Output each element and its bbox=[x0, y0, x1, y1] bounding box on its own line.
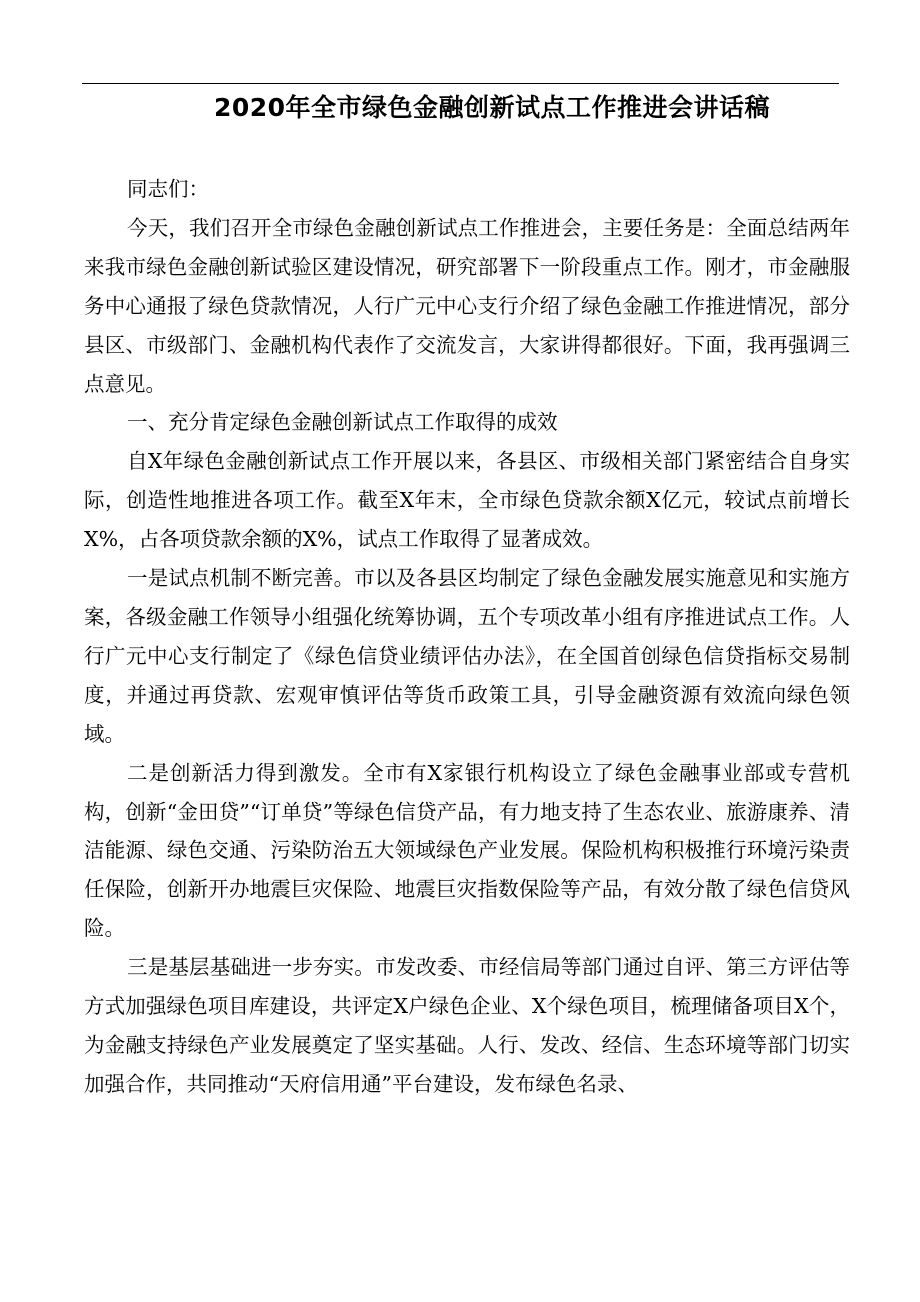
paragraph-foundation: 三是基层基础进一步夯实。市发改委、市经信局等部门通过自评、第三方评估等方式加强绿色项目库建设，共评定X户绿色企业、X个绿色项目，梳理储备项目X个，为金融支持绿色产业发展奠定了坚实基础。人行、发改、经信、生态环境等部门切实加强合作，共同推动“天府信用通”平台建设，发布绿色名录、 bbox=[84, 955, 850, 1096]
paragraph-opening: 今天，我们召开全市绿色金融创新试点工作推进会，主要任务是：全面总结两年来我市绿色金融创新试验区建设情况，研究部署下一阶段重点工作。刚才，市金融服务中心通报了绿色贷款情况，人行广元中心支行介绍了绿色金融工作推进情况，部分县区、市级部门、金融机构代表作了交流发言，大家讲得都很好。下面，我再强调三点意见。 bbox=[84, 215, 850, 396]
document-body bbox=[84, 170, 850, 1104]
header-rule bbox=[82, 83, 839, 84]
salutation: 同志们： bbox=[127, 177, 210, 201]
section-heading-1: 一、充分肯定绿色金融创新试点工作取得的成效 bbox=[127, 410, 558, 435]
paragraph-mechanism: 一是试点机制不断完善。市以及各县区均制定了绿色金融发展实施意见和实施方案，各级金融工作领导小组强化统筹协调，五个专项改革小组有序推进试点工作。人行广元中心支行制定了《绿色信贷业绩评估办法》，在全国首创绿色信贷指标交易制度，并通过再贷款、宏观审慎评估等货币政策工具，引导金融资源有效流向绿色领域。 bbox=[84, 566, 850, 746]
document-title: 2020年全市绿色金融创新试点工作推进会讲话稿 bbox=[213, 93, 771, 122]
paragraph-achievements: 自X年绿色金融创新试点工作开展以来，各县区、市级相关部门紧密结合自身实际，创造性地推进各项工作。截至X年末，全市绿色贷款余额X亿元，较试点前增长X%，占各项贷款余额的X%，试点工作取得了显著成效。 bbox=[84, 449, 850, 552]
paragraph-innovation: 二是创新活力得到激发。全市有X家银行机构设立了绿色金融事业部或专营机构，创新“金田贷”“订单贷”等绿色信贷产品，有力地支持了生态农业、旅游康养、清洁能源、绿色交通、污染防治五大领域绿色产业发展。保险机构积极推行环境污染责任保险，创新开办地震巨灾保险、地震巨灾指数保险等产品，有效分散了绿色信贷风险。 bbox=[84, 760, 850, 941]
